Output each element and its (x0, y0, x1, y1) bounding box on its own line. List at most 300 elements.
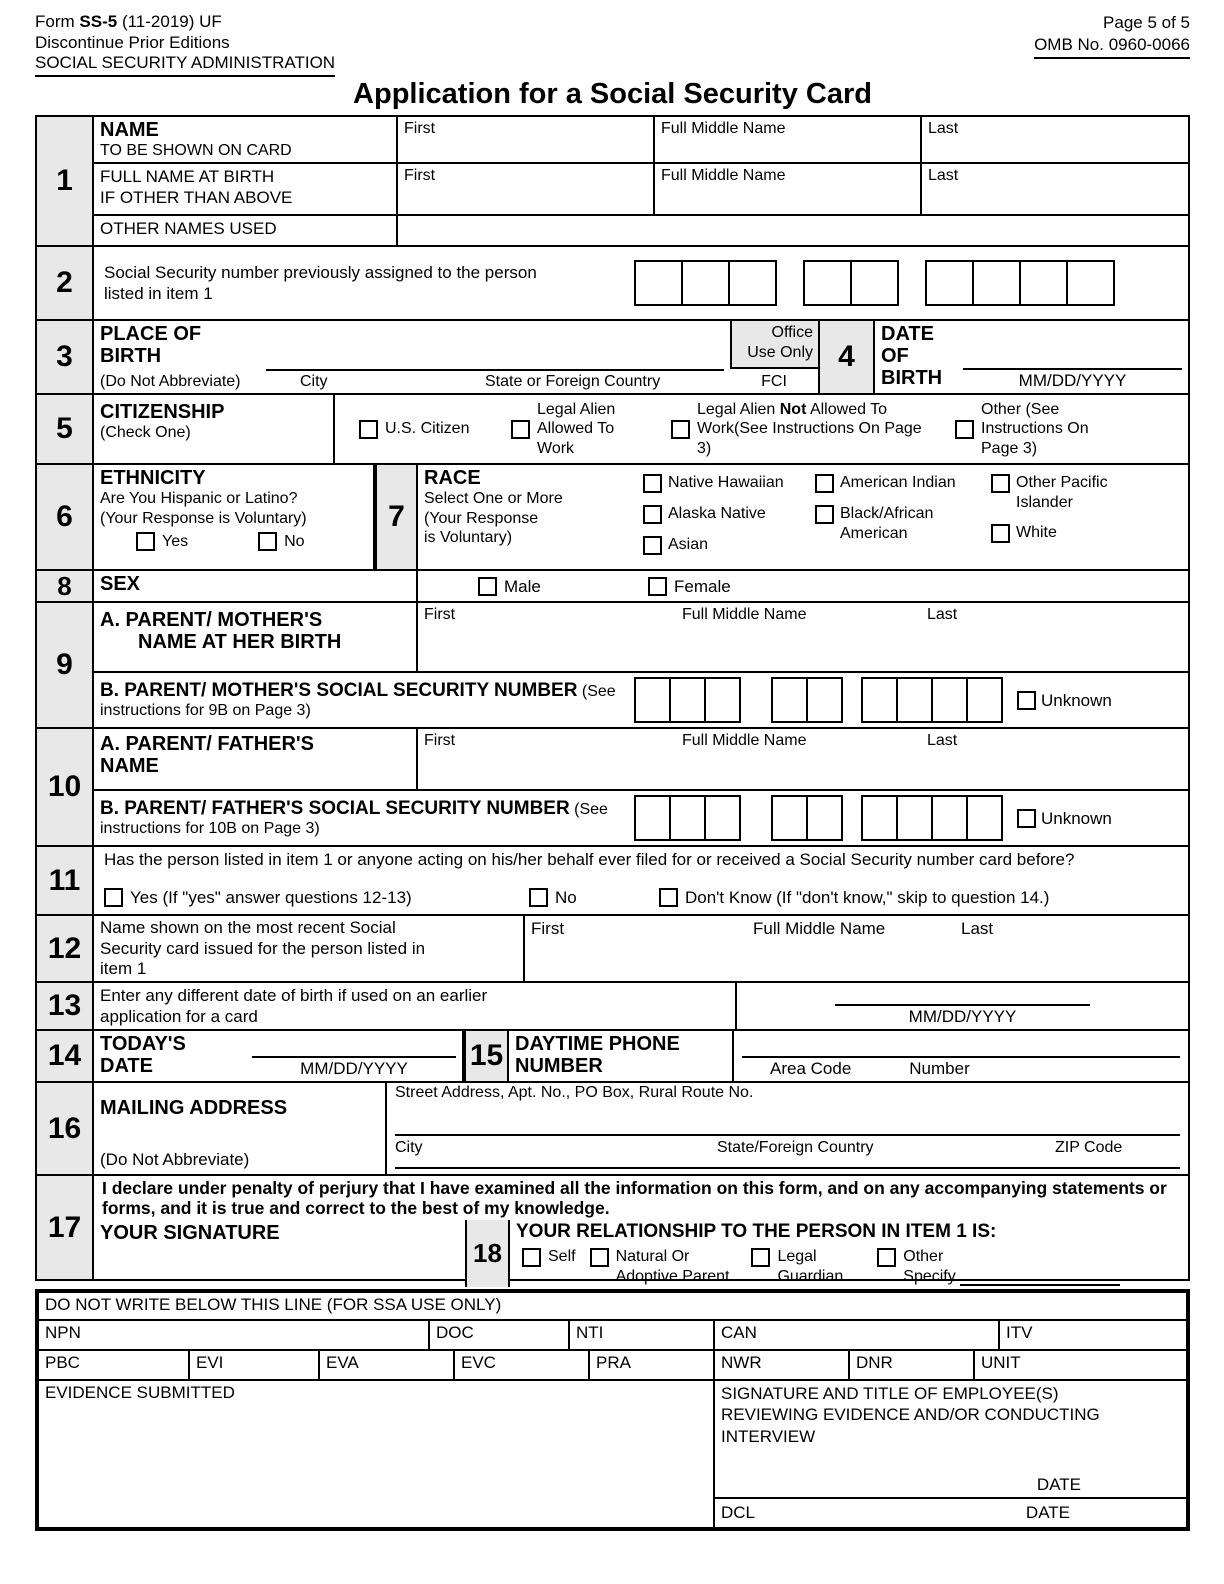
ssn-digit-box[interactable] (806, 677, 843, 723)
different-dob-label-cell (94, 983, 737, 1029)
nti-field[interactable] (570, 1321, 715, 1349)
race-label-cell (418, 465, 643, 569)
prior-filing-no-label: No (555, 887, 577, 907)
item-1-number (37, 117, 94, 245)
item-2-number-label: 2 (56, 266, 73, 300)
item-5-number-label: 5 (56, 412, 73, 446)
itv-field[interactable] (1000, 1321, 1186, 1349)
item-4-number-label: 4 (838, 340, 855, 374)
relationship-other-label (903, 1247, 1119, 1286)
prior-filing-dont-know-checkbox[interactable] (659, 888, 678, 907)
father-name-subrow (94, 729, 1188, 791)
do-not-write-banner: DO NOT WRITE BELOW THIS LINE (FOR SSA USE ONLY) (39, 1293, 1186, 1321)
form-number-line (35, 12, 335, 33)
pra-field[interactable] (590, 1351, 715, 1379)
ssn-group-group (771, 795, 843, 841)
doc-field[interactable] (430, 1321, 570, 1349)
race-sub2: (Your Response (424, 509, 539, 527)
name-on-card-subrow (94, 117, 1188, 164)
citizenship-option-legal-alien-allowed[interactable] (511, 400, 659, 459)
dob-line3: BIRTH (881, 367, 943, 390)
citizenship-other-label: Other (See Instructions On Page 3) (981, 400, 1089, 457)
race-option-asian[interactable] (643, 535, 815, 555)
ssn-digit-box[interactable] (896, 677, 933, 723)
item-4-number (818, 321, 875, 393)
item-3-number (37, 321, 94, 393)
legal-alien-allowed-label: Legal Alien Allowed To Work (537, 400, 616, 457)
itv-label: ITV (1006, 1323, 1033, 1343)
todays-date-format-caption: MM/DD/YYYY (300, 1058, 408, 1078)
relationship-cell (510, 1220, 1188, 1287)
ssa-bottom-row (39, 1381, 1186, 1527)
race-column-1 (643, 473, 815, 569)
item-1-content (94, 117, 1188, 245)
mother-name-fields[interactable] (418, 603, 1188, 671)
us-citizen-checkbox[interactable] (359, 420, 378, 439)
ethnicity-voluntary-note: (Your Response is Voluntary) (100, 509, 307, 527)
citizenship-option-legal-alien-not-allowed[interactable] (671, 400, 943, 459)
item-5-row (37, 393, 1188, 463)
american-indian-checkbox[interactable] (815, 474, 834, 493)
dnr-field[interactable] (850, 1351, 975, 1379)
guardian-label-line1: Legal (777, 1248, 817, 1266)
name-label: NAME (100, 119, 159, 142)
race-options (643, 465, 1188, 569)
ethnicity-yes-label: Yes (162, 533, 189, 551)
ssn-serial-group (925, 260, 1115, 306)
recent-card-name-label-cell (94, 916, 525, 981)
ethnicity-options (100, 532, 367, 552)
ssn-group-group (803, 260, 899, 306)
birth-last-field[interactable] (922, 164, 1188, 214)
pbc-field[interactable] (39, 1351, 190, 1379)
race-column-3 (991, 473, 1126, 569)
name-sublabel: TO BE SHOWN ON CARD (100, 142, 292, 160)
ssn-digit-box[interactable] (634, 677, 671, 723)
office-use-only-box (730, 321, 818, 369)
ssn-digit-box[interactable] (850, 260, 899, 306)
father-ssn-label-bold: B. PARENT/ FATHER'S SOCIAL SECURITY NUMBER (100, 797, 570, 819)
prior-filing-no-checkbox[interactable] (529, 888, 548, 907)
place-of-birth-line2: BIRTH (100, 345, 162, 368)
item-11-row (37, 845, 1188, 914)
parent-label-line1: Natural Or (615, 1248, 690, 1266)
black-african-american-label: Black/African American (840, 505, 934, 542)
item-8-number (37, 571, 94, 601)
mother-ssn-label-note: (See instructions for 9B on Page 3) (100, 682, 616, 720)
last-label: Last (928, 167, 959, 185)
first-label: First (404, 167, 436, 185)
todays-date-cell (94, 1031, 464, 1081)
npn-label: NPN (45, 1323, 81, 1343)
mother-ssn-label-bold: B. PARENT/ MOTHER'S SOCIAL SECURITY NUMBER (100, 679, 578, 701)
can-label: CAN (721, 1323, 757, 1343)
ssn-digit-box[interactable] (681, 260, 730, 306)
race-option-native-hawaiian[interactable] (643, 473, 815, 493)
ssn-digit-box[interactable] (966, 677, 1003, 723)
mother-ssn-label (94, 680, 634, 721)
item-8-number-label: 8 (57, 570, 72, 601)
prior-filing-option-no[interactable] (529, 887, 659, 908)
ssn-digit-box[interactable] (669, 677, 706, 723)
item-10-number-label: 10 (47, 770, 82, 804)
place-of-birth-line1: PLACE OF (100, 323, 202, 346)
mother-ssn-unknown-option[interactable] (1017, 690, 1112, 711)
ssn-area-group (634, 795, 741, 841)
relationship-option-parent[interactable] (590, 1247, 730, 1286)
sex-options (418, 571, 1188, 601)
mother-ssn-boxes (634, 677, 1003, 723)
recent-card-name-fields[interactable] (525, 916, 1188, 981)
american-indian-label: American Indian (840, 474, 956, 492)
legal-alien-not-allowed-label (697, 400, 923, 459)
female-checkbox[interactable] (648, 577, 667, 596)
evidence-submitted-field[interactable] (39, 1381, 715, 1527)
item-7-number-label: 7 (388, 500, 405, 534)
place-of-birth-top (94, 321, 730, 371)
citizenship-other-checkbox[interactable] (955, 420, 974, 439)
pbc-label: PBC (45, 1353, 80, 1373)
can-field[interactable] (715, 1321, 1000, 1349)
relationship-option-other[interactable] (877, 1247, 1119, 1286)
name-last-field[interactable] (922, 117, 1188, 162)
ssn-digit-box[interactable] (931, 795, 968, 841)
name-first-field[interactable] (398, 117, 655, 162)
your-signature-label: YOUR SIGNATURE (100, 1222, 280, 1245)
prior-filing-yes-label: Yes (If "yes" answer questions 12-13) (130, 887, 412, 907)
phone-number-caption: Number (909, 1058, 970, 1078)
race-option-alaska-native[interactable] (643, 504, 815, 524)
employee-signature-space[interactable] (715, 1449, 1186, 1474)
ssn-digit-box[interactable] (931, 677, 968, 723)
dcl-row (715, 1497, 1186, 1527)
citizenship-sublabel: (Check One) (100, 424, 191, 442)
item-10-number (37, 729, 94, 845)
alaska-native-checkbox[interactable] (643, 505, 662, 524)
item-8-row (37, 569, 1188, 601)
eva-label: EVA (326, 1353, 359, 1373)
legal-alien-not-pre: Legal Alien (697, 400, 780, 418)
citizenship-option-other[interactable] (955, 400, 1130, 459)
date-of-birth-label (875, 321, 957, 393)
office-line2: Use Only (747, 343, 813, 361)
relationship-other-checkbox[interactable] (877, 1248, 896, 1267)
employee-date-caption: DATE (1036, 1474, 1081, 1494)
ssn-digit-box[interactable] (1019, 260, 1068, 306)
item-2-row (37, 245, 1188, 319)
item-16-number-label: 16 (47, 1111, 82, 1145)
todays-date-line2: DATE (100, 1055, 153, 1078)
legal-alien-not-bold: Not (779, 400, 807, 418)
citizenship-options (335, 395, 1188, 463)
dcl-date-caption: DATE (1025, 1503, 1070, 1523)
birth-first-field[interactable] (398, 164, 655, 214)
father-ssn-unknown-checkbox[interactable] (1017, 809, 1036, 828)
application-form (35, 115, 1190, 1285)
male-label: Male (504, 576, 541, 596)
page-number: Page 5 of 5 (1103, 13, 1190, 32)
sex-label: SEX (100, 573, 141, 596)
place-of-birth-input-line[interactable] (266, 321, 724, 370)
male-checkbox[interactable] (478, 577, 497, 596)
unit-label: UNIT (981, 1353, 1021, 1373)
item-7-number (375, 465, 418, 569)
item-18-number-label: 18 (473, 1238, 502, 1269)
item-12-number-label: 12 (47, 931, 82, 965)
last-label: Last (927, 606, 958, 624)
item-9-content (94, 603, 1188, 727)
first-label: First (531, 919, 565, 939)
todays-date-line1: TODAY'S (100, 1033, 186, 1056)
ssn-digit-box[interactable] (669, 795, 706, 841)
asian-checkbox[interactable] (643, 536, 662, 555)
name-on-card-label-cell (94, 117, 398, 162)
ethnicity-option-yes[interactable] (136, 532, 188, 552)
relationship-options (516, 1247, 1182, 1286)
signature-cell[interactable] (94, 1220, 465, 1287)
eva-field[interactable] (320, 1351, 455, 1379)
other-specify-row (903, 1267, 1119, 1287)
ethnicity-yes-checkbox[interactable] (136, 532, 155, 551)
mother-ssn-unknown-label: Unknown (1041, 690, 1112, 710)
black-african-american-checkbox[interactable] (815, 505, 834, 524)
item-14-number (37, 1031, 94, 1081)
other-names-label: OTHER NAMES USED (100, 219, 277, 239)
ethnicity-cell (94, 465, 375, 569)
ssn-serial-group (861, 677, 1003, 723)
specify-input-line[interactable] (960, 1272, 1120, 1286)
parent-checkbox[interactable] (590, 1248, 609, 1267)
unit-field[interactable] (975, 1351, 1186, 1379)
middle-label: Full Middle Name (661, 120, 786, 138)
mother-ssn-unknown-checkbox[interactable] (1017, 691, 1036, 710)
guardian-label (777, 1247, 843, 1286)
mother-name-subrow (94, 603, 1188, 673)
item-5-number (37, 395, 94, 463)
form-suffix: (11-2019) UF (121, 12, 222, 31)
legal-alien-not-post: Allowed To Work(See Instructions On Page 3) (697, 400, 922, 457)
ssn-digit-box[interactable] (896, 795, 933, 841)
employee-signature-label: SIGNATURE AND TITLE OF EMPLOYEE(S) REVIEWING EVIDENCE AND/OR CONDUCTING INTERVIEW (721, 1384, 1100, 1446)
prior-filing-options (94, 887, 1188, 908)
evidence-submitted-label: EVIDENCE SUBMITTED (45, 1383, 235, 1403)
prior-ssn-label: Social Security number previously assigned to the person listed in item 1 (104, 262, 537, 304)
item-6-number (37, 465, 94, 569)
ethnicity-no-label: No (284, 533, 305, 551)
citizenship-option-us-citizen[interactable] (359, 419, 499, 439)
father-name-line1: A. PARENT/ FATHER'S (100, 733, 315, 756)
father-ssn-unknown-option[interactable] (1017, 808, 1112, 829)
first-label: First (424, 732, 456, 750)
item-9-number (37, 603, 94, 727)
citizenship-label-cell (94, 395, 335, 463)
father-name-line2: NAME (100, 755, 159, 778)
ssn-digit-box[interactable] (972, 260, 1021, 306)
white-label: White (1016, 524, 1057, 542)
race-option-white[interactable] (991, 523, 1126, 543)
parent-label (616, 1247, 730, 1286)
evi-field[interactable] (190, 1351, 320, 1379)
ssn-digit-box[interactable] (771, 795, 808, 841)
birth-middle-field[interactable] (655, 164, 922, 214)
phone-field (734, 1031, 1188, 1081)
item-3-number-label: 3 (56, 340, 73, 374)
ethnicity-label: ETHNICITY (100, 467, 206, 490)
ssn-digit-box[interactable] (806, 795, 843, 841)
mailing-address-fields (387, 1083, 1188, 1174)
discontinue-line: Discontinue Prior Editions (35, 32, 230, 52)
self-checkbox[interactable] (522, 1248, 541, 1267)
do-not-abbreviate-note: (Do Not Abbreviate) (100, 372, 241, 390)
legal-alien-allowed-checkbox[interactable] (511, 420, 530, 439)
native-hawaiian-label: Native Hawaiian (668, 474, 784, 492)
item-9-row (37, 601, 1188, 727)
date-of-birth-cell (875, 321, 1188, 393)
legal-alien-not-allowed-checkbox[interactable] (671, 420, 690, 439)
ssn-serial-group (861, 795, 1003, 841)
relationship-option-self[interactable] (522, 1247, 576, 1286)
item-11-content (94, 847, 1188, 914)
relationship-label: YOUR RELATIONSHIP TO THE PERSON IN ITEM 1 IS: (516, 1221, 997, 1243)
item-18-number (465, 1220, 510, 1287)
mailing-address-label-cell (94, 1083, 387, 1174)
item-17-number (37, 1176, 94, 1279)
pra-label: PRA (596, 1353, 631, 1373)
us-citizen-label: U.S. Citizen (385, 420, 470, 438)
street-caption: Street Address, Apt. No., PO Box, Rural Route No. (395, 1084, 754, 1102)
native-hawaiian-checkbox[interactable] (643, 474, 662, 493)
sex-option-female[interactable] (648, 576, 731, 597)
ssn-digit-box[interactable] (704, 677, 741, 723)
city-state-zip-input-line[interactable] (395, 1157, 1180, 1169)
item-2-number (37, 247, 94, 319)
ssn-digit-box[interactable] (966, 795, 1003, 841)
phone-label-line2: NUMBER (515, 1055, 603, 1078)
item-1-row (37, 117, 1188, 245)
ssn-digit-box[interactable] (634, 260, 683, 306)
ssn-digit-box[interactable] (803, 260, 852, 306)
dnr-label: DNR (856, 1353, 893, 1373)
phone-label-cell (509, 1031, 734, 1081)
prior-filing-yes-checkbox[interactable] (104, 888, 123, 907)
female-label: Female (674, 576, 731, 596)
office-use-cell (730, 321, 818, 393)
father-ssn-unknown-label: Unknown (1041, 808, 1112, 828)
street-input-line[interactable] (395, 1103, 1180, 1136)
father-name-fields[interactable] (418, 729, 1188, 789)
ssa-codes-row-1 (39, 1321, 1186, 1351)
ssn-digit-box[interactable] (704, 795, 741, 841)
place-of-birth-label (94, 321, 266, 371)
ssn-digit-box[interactable] (771, 677, 808, 723)
name-at-birth-subrow (94, 164, 1188, 216)
ssn-digit-box[interactable] (1066, 260, 1115, 306)
place-of-birth-captions (94, 372, 730, 394)
page-title: Application for a Social Security Card (353, 78, 872, 111)
prior-filing-option-yes[interactable] (104, 887, 529, 908)
first-label: First (424, 606, 456, 624)
ssn-area-group (634, 260, 777, 306)
item-9-number-label: 9 (56, 648, 73, 682)
item-12-row (37, 914, 1188, 981)
form-id-block (35, 12, 335, 77)
item-3-4-row (37, 319, 1188, 393)
ssn-group-group (771, 677, 843, 723)
sex-label-cell (94, 571, 418, 601)
ssn-digit-box[interactable] (925, 260, 974, 306)
item-11-number (37, 847, 94, 914)
phone-captions (742, 1058, 1180, 1079)
evc-field[interactable] (455, 1351, 590, 1379)
guardian-label-line2: Guardian (777, 1267, 844, 1285)
ethnicity-option-no[interactable] (258, 532, 304, 552)
middle-label: Full Middle Name (661, 167, 786, 185)
race-option-black-african-american[interactable] (815, 504, 991, 543)
ssn-digit-box[interactable] (861, 677, 898, 723)
ssn-digit-box[interactable] (861, 795, 898, 841)
father-ssn-label-note: (See instructions for 10B on Page 3) (100, 800, 608, 838)
npn-field[interactable] (39, 1321, 430, 1349)
other-pacific-islander-checkbox[interactable] (991, 474, 1010, 493)
area-code-caption: Area Code (770, 1058, 852, 1078)
race-option-american-indian[interactable] (815, 473, 991, 493)
last-label: Last (928, 120, 959, 138)
birth-name-label: FULL NAME AT BIRTH (100, 167, 275, 187)
zip-caption: ZIP Code (1055, 1138, 1123, 1156)
ethnicity-no-checkbox[interactable] (258, 532, 277, 551)
other-pacific-islander-label: Other Pacific Islander (1016, 474, 1108, 511)
state-caption: State or Foreign Country (485, 372, 661, 390)
mother-name-line1: A. PARENT/ MOTHER'S (100, 609, 323, 632)
item-10-content (94, 729, 1188, 845)
state-foreign-caption: State/Foreign Country (717, 1138, 874, 1156)
race-option-other-pacific-islander[interactable] (991, 473, 1126, 512)
ethnicity-question: Are You Hispanic or Latino? (100, 490, 298, 508)
nwr-field[interactable] (715, 1351, 850, 1379)
form-number: SS-5 (79, 12, 118, 31)
omb-number: OMB No. 0960-0066 (1034, 35, 1190, 55)
middle-label: Full Middle Name (682, 606, 807, 624)
item-13-number (37, 983, 94, 1029)
ssn-digit-box[interactable] (728, 260, 777, 306)
form-word: Form (35, 12, 75, 31)
race-column-2 (815, 473, 991, 569)
sex-option-male[interactable] (478, 576, 648, 597)
prior-filing-option-dont-know[interactable] (659, 887, 1178, 908)
alaska-native-label: Alaska Native (668, 505, 766, 523)
ssn-digit-box[interactable] (634, 795, 671, 841)
guardian-checkbox[interactable] (751, 1248, 770, 1267)
page-meta-block (1034, 12, 1190, 59)
name-middle-field[interactable] (655, 117, 922, 162)
place-of-birth-cell (94, 321, 730, 393)
white-checkbox[interactable] (991, 524, 1010, 543)
item-1-number-label: 1 (56, 164, 73, 198)
item-15-number (464, 1031, 509, 1081)
employee-signature-cell (715, 1381, 1186, 1527)
last-label: Last (961, 919, 994, 939)
dob-line1: DATE (881, 323, 934, 346)
relationship-option-guardian[interactable] (751, 1247, 843, 1286)
city-caption: City (395, 1138, 423, 1156)
item-14-15-row (37, 1029, 1188, 1081)
mother-name-label-cell (94, 603, 418, 671)
agency-line: SOCIAL SECURITY ADMINISTRATION (35, 53, 336, 73)
other-names-field[interactable] (398, 216, 1188, 245)
item-12-number (37, 916, 94, 981)
office-line1: Office (771, 324, 813, 342)
different-dob-label: Enter any different date of birth if used on an earlier application for a card (100, 986, 488, 1027)
